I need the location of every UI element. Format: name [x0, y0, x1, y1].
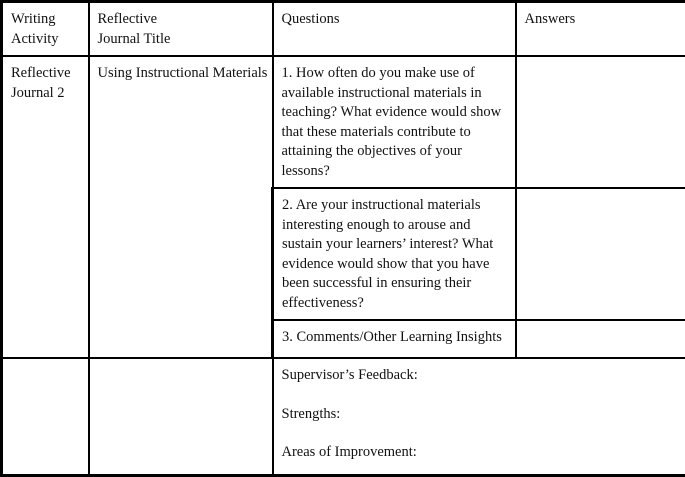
- answer-cell-2: [516, 188, 685, 320]
- header-line: Writing: [11, 10, 81, 30]
- answer-cell-3: [516, 320, 685, 358]
- column-header-answers: [516, 2, 685, 57]
- header-line: Reflective: [98, 10, 265, 30]
- strengths-label: Strengths:: [282, 405, 679, 425]
- feedback-row: [2, 358, 685, 475]
- empty-journal-title-cell: [89, 358, 273, 475]
- header-line: Answers: [525, 10, 679, 30]
- writing-activity-cell: Reflective Journal 2: [2, 56, 89, 358]
- question-cell-2: 2. Are your instructional materials interesting enough to arouse and sustain your learners’ interest? What evidence would show that you have been successful in ensuring their effectiveness?: [273, 188, 516, 320]
- header-line: Questions: [282, 10, 508, 30]
- empty-writing-activity-cell: [2, 358, 89, 475]
- column-header-writing-activity: [2, 2, 89, 57]
- answer-cell-1: [516, 56, 685, 188]
- header-line: Journal Title: [98, 30, 265, 50]
- areas-of-improvement-label: Areas of Improvement:: [282, 443, 679, 463]
- question-row-1: [2, 56, 685, 188]
- question-cell-1: 1. How often do you make use of available instructional materials in teaching? What evidence would show that these materials contribute to attaining the objectives of your lessons?: [273, 56, 516, 188]
- supervisor-feedback-cell: [273, 358, 685, 475]
- journal-title-cell: Using Instructional Materials: [89, 56, 273, 358]
- header-row: [2, 2, 685, 57]
- column-header-journal-title: [89, 2, 273, 57]
- column-header-questions: [273, 2, 516, 57]
- question-cell-3: 3. Comments/Other Learning Insights: [273, 320, 516, 358]
- header-line: Activity: [11, 30, 81, 50]
- supervisor-feedback-label: Supervisor’s Feedback:: [282, 366, 679, 386]
